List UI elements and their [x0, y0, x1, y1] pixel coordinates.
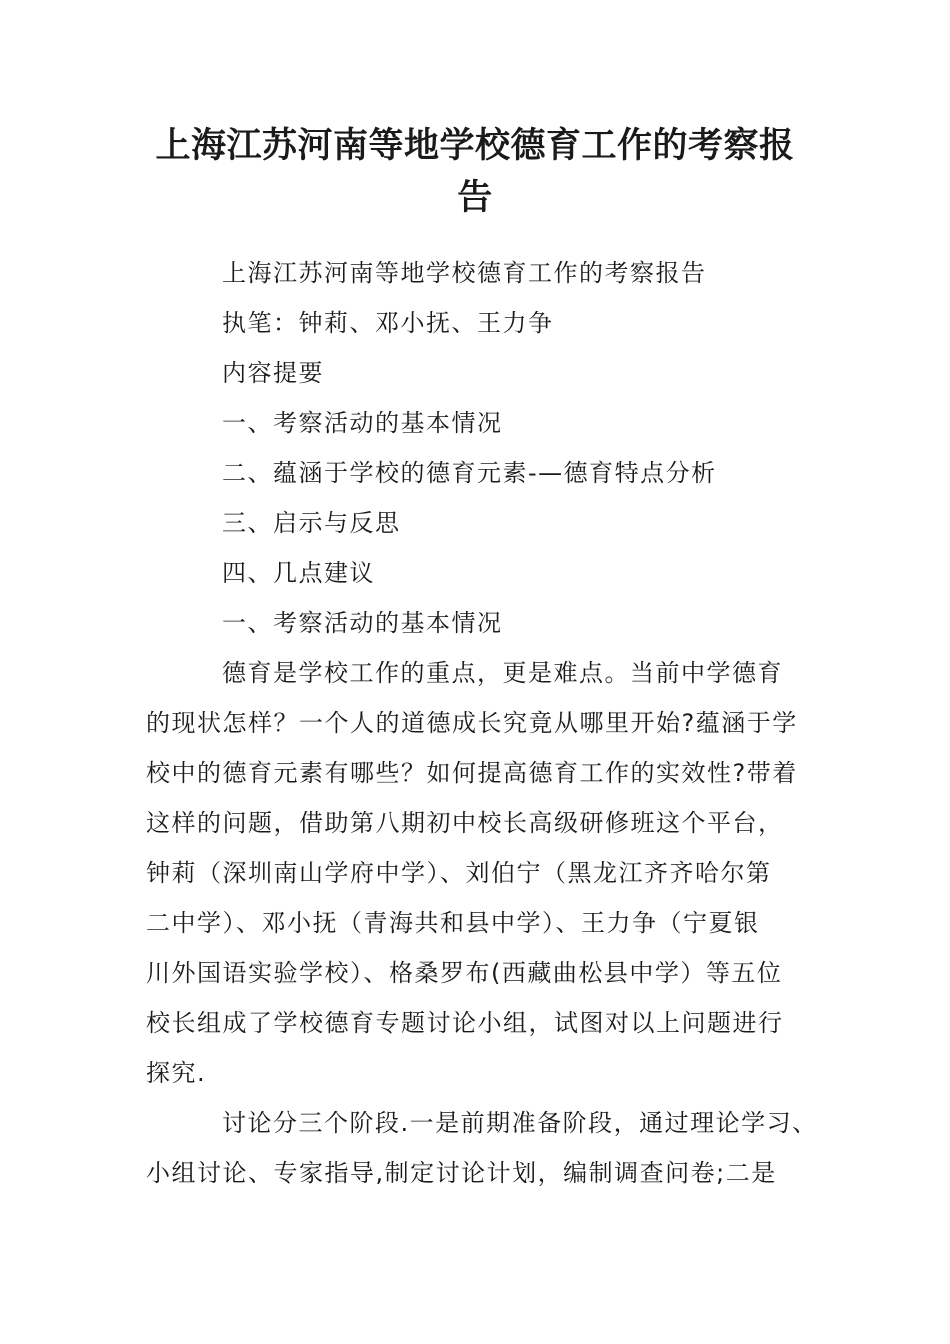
paragraph-1-line: 探究. — [146, 1059, 207, 1087]
paragraph-1-line: 德育是学校工作的重点，更是难点。当前中学德育 — [222, 659, 783, 687]
authors-line: 执笔：钟莉、邓小抚、王力争 — [222, 309, 554, 337]
paragraph-1-line: 川外国语实验学校）、格桑罗布(西藏曲松县中学）等五位 — [146, 959, 783, 987]
paragraph-1-line: 校长组成了学校德育专题讨论小组，试图对以上问题进行 — [146, 1009, 784, 1037]
paragraph-2-line: 小组讨论、专家指导,制定讨论计划，编制调查问卷;二是 — [146, 1159, 777, 1187]
summary-heading: 内容提要 — [222, 359, 324, 387]
paragraph-1-line: 钟莉（深圳南山学府中学）、刘伯宁（黑龙江齐齐哈尔第 — [146, 859, 772, 887]
toc-item-2: 二、蕴涵于学校的德育元素-—德育特点分析 — [222, 459, 717, 487]
document-title — [140, 120, 810, 224]
section1-heading: 一、考察活动的基本情况 — [222, 609, 503, 637]
paragraph-2-line: 讨论分三个阶段.一是前期准备阶段，通过理论学习、 — [222, 1109, 818, 1137]
paragraph-1-line: 的现状怎样？一个人的道德成长究竟从哪里开始?蕴涵于学 — [146, 709, 798, 737]
toc-item-4: 四、几点建议 — [222, 559, 375, 587]
toc-item-3: 三、启示与反思 — [222, 509, 401, 537]
toc-item-1: 一、考察活动的基本情况 — [222, 409, 503, 437]
document-subtitle: 上海江苏河南等地学校德育工作的考察报告 — [222, 259, 707, 287]
paragraph-1-line: 这样的问题，借助第八期初中校长高级研修班这个平台， — [146, 809, 784, 837]
document-title-text: 上海江苏河南等地学校德育工作的考察报告 — [155, 125, 795, 218]
paragraph-1-line: 二中学）、邓小抚（青海共和县中学）、王力争（宁夏银 — [146, 909, 760, 937]
paragraph-1-line: 校中的德育元素有哪些？如何提高德育工作的实效性?带着 — [146, 759, 798, 787]
